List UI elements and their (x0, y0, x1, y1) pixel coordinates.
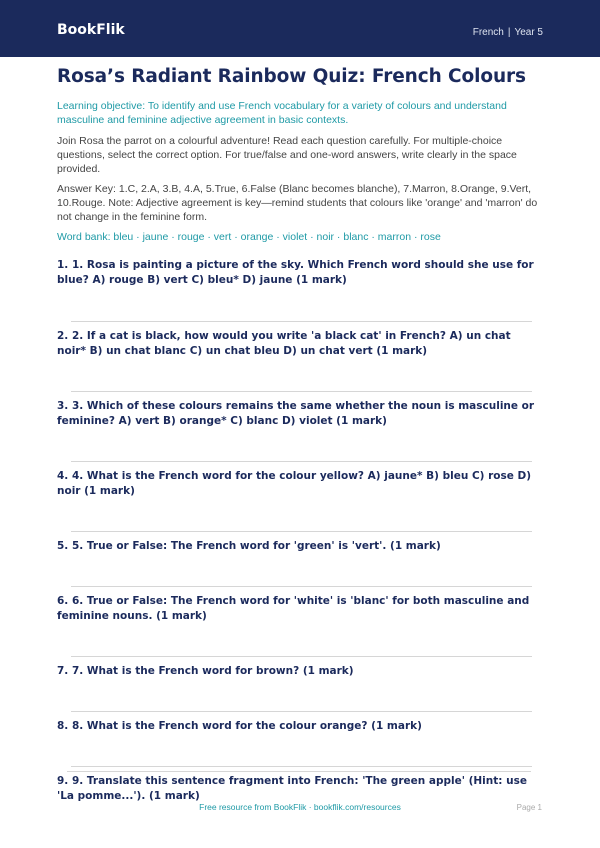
question-item (57, 539, 542, 587)
intro-text: Join Rosa the parrot on a colourful adventure! Read each question carefully. For multiple-choice questions, select the correct option. For true/false and one-word answers, write clearly in the space provided. (57, 135, 517, 175)
question-item (57, 329, 542, 392)
question-text: 5. 5. True or False: The French word for 'green' is 'vert'. (1 mark) (57, 540, 441, 552)
answer-line[interactable] (71, 734, 532, 767)
question-item (57, 594, 542, 657)
footer-resource[interactable]: Free resource from BookFlik · bookflik.com/resources (199, 802, 401, 812)
year-label: Year 5 (514, 27, 543, 38)
question-list (57, 258, 542, 804)
page-title: Rosa’s Radiant Rainbow Quiz: French Colours (57, 66, 526, 87)
question-text: 7. 7. What is the French word for brown? (1 mark) (57, 665, 354, 677)
header-bar (0, 0, 600, 57)
question-text: 3. 3. Which of these colours remains the same whether the noun is masculine or feminine? A) vert B) orange* C) blanc D) violet (1 mark) (57, 400, 535, 427)
meta-separator: | (507, 27, 511, 38)
answer-line-final[interactable] (67, 771, 531, 772)
answer-line[interactable] (71, 554, 532, 587)
word-bank: Word bank: bleu · jaune · rouge · vert · orange · violet · noir · blanc · marron · rose (57, 231, 441, 243)
page-number: Page 1 (516, 803, 542, 812)
answer-line[interactable] (71, 429, 532, 462)
question-item (57, 664, 542, 712)
answer-line[interactable] (71, 359, 532, 392)
question-item (57, 719, 542, 767)
question-text: 2. 2. If a cat is black, how would you write 'a black cat' in French? A) un chat noir* B) un chat blanc C) un chat bleu D) un chat vert (1 mark) (57, 330, 511, 357)
question-item (57, 469, 542, 532)
question-item (57, 774, 542, 804)
question-item (57, 399, 542, 462)
learning-objective: Learning objective: To identify and use French vocabulary for a variety of colours and understand masculine and feminine adjective agreement in basic contexts. (57, 100, 507, 126)
question-text: 8. 8. What is the French word for the colour orange? (1 mark) (57, 720, 422, 732)
subject-label: French (472, 27, 504, 38)
brand-logo-text[interactable]: BookFlik (57, 22, 125, 38)
question-text: 9. 9. Translate this sentence fragment into French: 'The green apple' (Hint: use 'La pomme...'). (1 mark) (57, 775, 527, 802)
answer-line[interactable] (71, 679, 532, 712)
header-meta (473, 27, 543, 38)
question-text: 6. 6. True or False: The French word for 'white' is 'blanc' for both masculine and feminine nouns. (1 mark) (57, 595, 530, 622)
answer-line[interactable] (71, 288, 532, 322)
answer-line[interactable] (71, 624, 532, 657)
worksheet-body (57, 66, 542, 804)
answer-line[interactable] (71, 499, 532, 532)
answer-key: Answer Key: 1.C, 2.A, 3.B, 4.A, 5.True, 6.False (Blanc becomes blanche), 7.Marron, 8.Orange, 9.Vert, 10.Rouge. Note: Adjective agreement is key—remind students that colours like 'orange' and 'marron' do not change in the feminine form. (57, 183, 538, 223)
question-text: 1. 1. Rosa is painting a picture of the sky. Which French word should she use for blue? A) rouge B) vert C) bleu* D) jaune (1 mark) (57, 259, 534, 286)
question-text: 4. 4. What is the French word for the colour yellow? A) jaune* B) bleu C) rose D) noir (1 mark) (57, 470, 532, 497)
question-item (57, 258, 542, 322)
